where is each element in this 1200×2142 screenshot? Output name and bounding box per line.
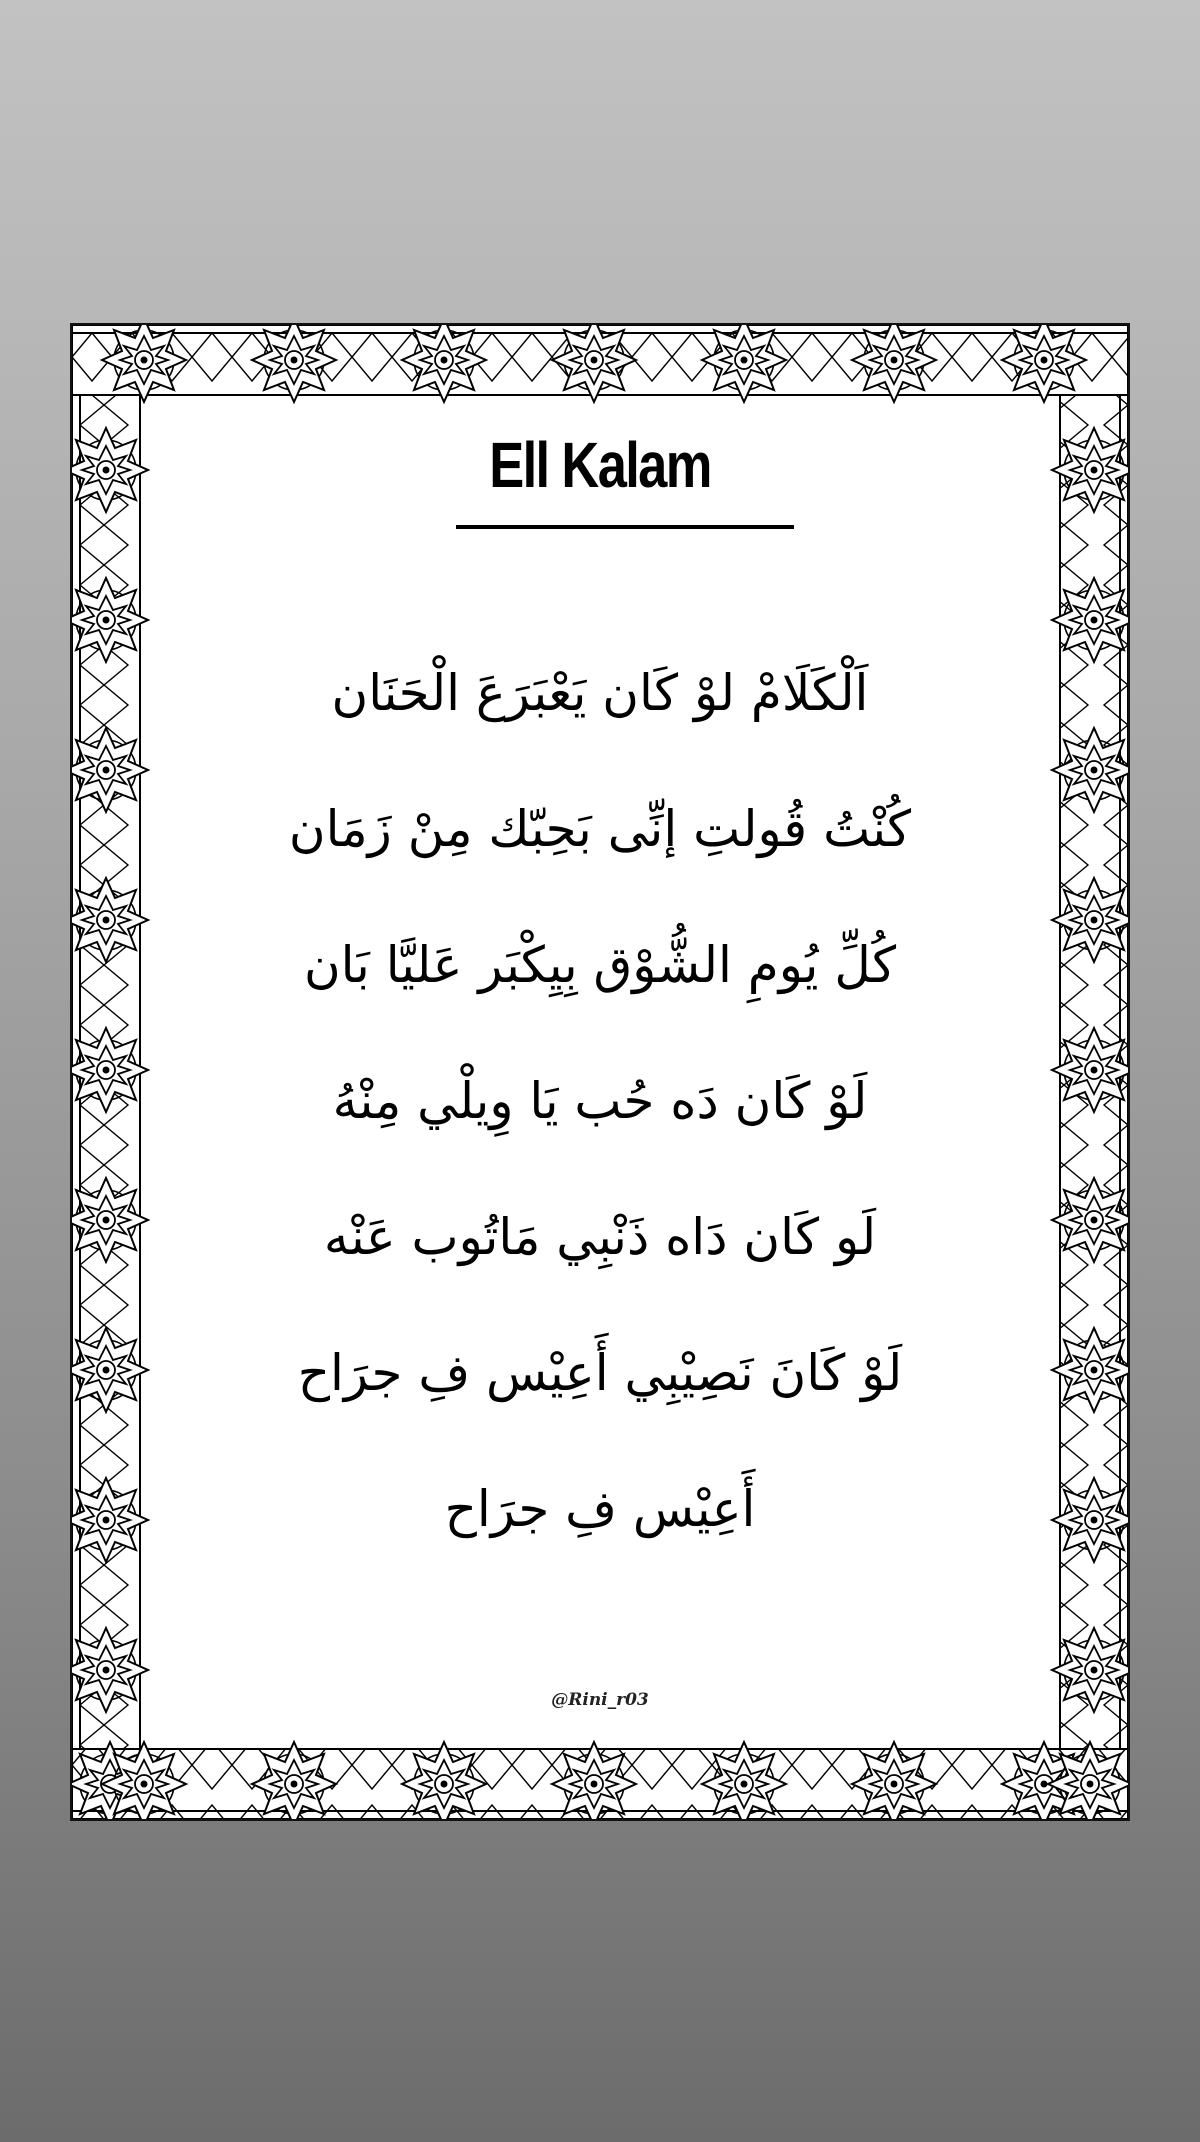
verse-line: لَوْ كَان دَه حُب يَا وِيلْي مِنْهُ (332, 1072, 868, 1130)
verse-line: كُنْتُ قُولتِ إنِّى بَحِبّك مِنْ زَمَان (288, 800, 912, 858)
poem-card (70, 323, 1130, 1821)
verse-line: لَوْ كَانَ نَصِيْبِي أَعِيْس فِ جرَاح (297, 1344, 903, 1402)
verse-line: لَو كَان دَاه ذَنْبِي مَاتُوب عَنْه (323, 1208, 877, 1266)
verse-line: أَعِيْس فِ جرَاح (444, 1480, 756, 1538)
poem-title: Ell Kalam (489, 429, 711, 501)
verse-line: كُلِّ يُومِ الشُّوْق بِيِكْبَر عَليَّا بَان (303, 936, 897, 994)
title-underline (456, 525, 794, 529)
verse-list (192, 625, 1008, 1577)
verse-line: اَلْكَلَامْ لوْ كَان يَعْبَرَعَ الْحَنَان (331, 664, 869, 722)
author-watermark: @Rini_r03 (551, 1690, 649, 1710)
